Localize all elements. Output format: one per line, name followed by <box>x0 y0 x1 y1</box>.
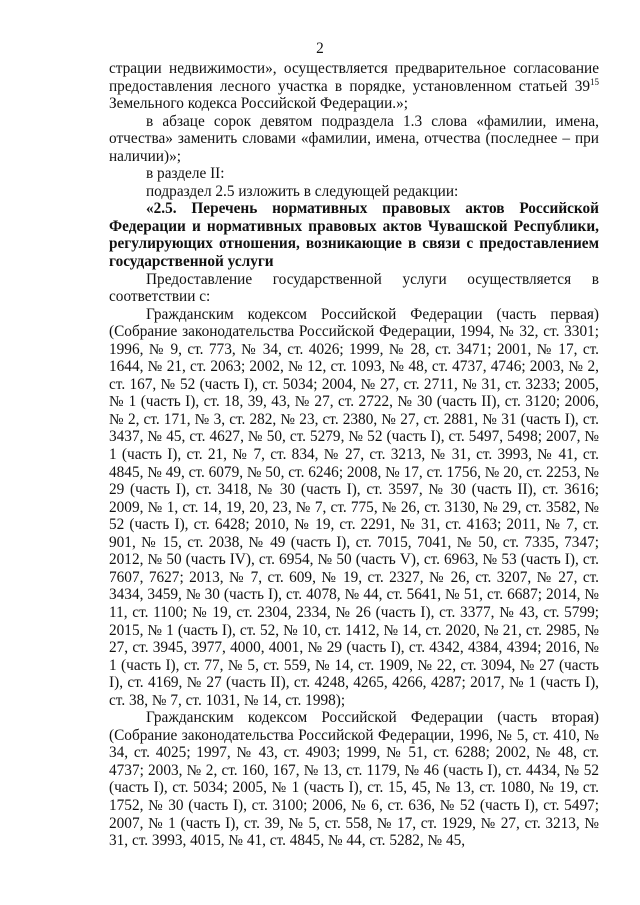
paragraph-civil-code-part2: Гражданским кодексом Российской Федерации (часть вторая) (Собрание законодательства Российской Федерации, 1996, № 5, ст. 410, № 34, ст. 4025; 1997, № 43, ст. 4903; 1999, № 51, ст. 6288; 2002, № 48, ст. 4737; 2003, № 2, ст. 160, 167, № 13, ст. 1179, № 46 (часть I), ст. 4434, № 52 (часть I), ст. 5034; 2005, № 1 (часть I), ст. 15, 45, № 13, ст. 1080, № 19, ст. 1752, № 30 (часть I), ст. 3100; 2006, № 6, ст. 636, № 52 (часть I), ст. 5497; 2007, № 1 (часть I), ст. 39, № 5, ст. 558, № 17, ст. 1929, № 27, ст. 3213, № 31, ст. 3993, 4015, № 41, ст. 4845, № 44, ст. 5282, № 45, <box>109 709 599 850</box>
article-superscript: 15 <box>590 76 599 87</box>
paragraph-continuation-end: Земельного кодекса Российской Федерации.»; <box>109 95 408 113</box>
subsection-heading: «2.5. Перечень нормативных правовых актов Российской Федерации и нормативных правовых актов Чувашской Республики, регулирующих отношения, возникающие в связи с предоставлением государственной услуги <box>109 200 599 271</box>
paragraph-section-ref: в разделе II: <box>146 165 225 183</box>
document-body <box>109 60 599 850</box>
paragraph-civil-code-part1: Гражданским кодексом Российской Федерации (часть первая) (Собрание законодательства Российской Федерации, 1994, № 32, ст. 3301; 1996, № 9, ст. 773, № 34, ст. 4026; 1999, № 28, ст. 3471; 2001, № 17, ст. 1644, № 21, ст. 2063; 2002, № 12, ст. 1093, № 48, ст. 4737, 4746; 2003, № 2, ст. 167, № 52 (часть I), ст. 5034; 2004, № 27, ст. 2711, № 31, ст. 3233; 2005, № 1 (часть I), ст. 18, 39, 43, № 27, ст. 2722, № 30 (часть II), ст. 3120; 2006, № 2, ст. 171, № 3, ст. 282, № 23, ст. 2380, № 27, ст. 2881, № 31 (часть I), ст. 3437, № 45, ст. 4627, № 50, ст. 5279, № 52 (часть I), ст. 5497, 5498; 2007, № 1 (часть I), ст. 21, № 7, ст. 834, № 27, ст. 3213, № 31, ст. 3993, № 41, ст. 4845, № 49, ст. 6079, № 50, ст. 6246; 2008, № 17, ст. 1756, № 20, ст. 2253, № 29 (часть I), ст. 3418, № 30 (часть I), ст. 3597, № 30 (часть II), ст. 3616; 2009, № 1, ст. 14, 19, 20, 23, № 7, ст. 775, № 26, ст. 3130, № 29, ст. 3582, № 52 (часть I), ст. 6428; 2010, № 19, ст. 2291, № 31, ст. 4163; 2011, № 7, ст. 901, № 15, ст. 2038, № 49 (часть I), ст. 7015, 7041, № 50, ст. 7335, 7347; 2012, № 50 (часть IV), ст. 6954, № 50 (часть V), ст. 6963, № 53 (часть I), ст. 7607, 7627; 2013, № 7, ст. 609, № 19, ст. 2327, № 26, ст. 3207, № 27, ст. 3434, 3459, № 30 (часть I), ст. 4078, № 44, ст. 5641, № 51, ст. 6687; 2014, № 11, ст. 1100; № 19, ст. 2304, 2334, № 26 (часть I), ст. 3377, № 43, ст. 5799; 2015, № 1 (часть I), ст. 52, № 10, ст. 1412, № 14, ст. 2020, № 21, ст. 2985, № 27, ст. 3945, 3977, 4000, 4001, № 29 (часть I), ст. 4342, 4384, 4394; 2016, № 1 (часть I), ст. 77, № 5, ст. 559, № 14, ст. 1909, № 22, ст. 3094, № 27 (часть I), ст. 4169, № 27 (часть II), ст. 4248, 4265, 4266, 4287; 2017, № 1 (часть I), ст. 38, № 7, ст. 1031, № 14, ст. 1998); <box>109 305 599 709</box>
paragraph-continuation <box>109 60 599 113</box>
paragraph-subsection-intro: подраздел 2.5 изложить в следующей редакции: <box>146 182 459 200</box>
page-number: 2 <box>316 40 324 57</box>
paragraph-provision-intro: Предоставление государственной услуги осуществляется в соответствии с: <box>109 270 599 306</box>
paragraph-amendment-names: в абзаце сорок девятом подраздела 1.3 слова «фамилии, имена, отчества» заменить словами «фамилии, имена, отчества (последнее – при наличии)»; <box>109 112 599 165</box>
paragraph-continuation-text: страции недвижимости», осуществляется предварительное согласование предоставления лесного участка в порядке, установленном статьей 39 <box>109 60 599 95</box>
